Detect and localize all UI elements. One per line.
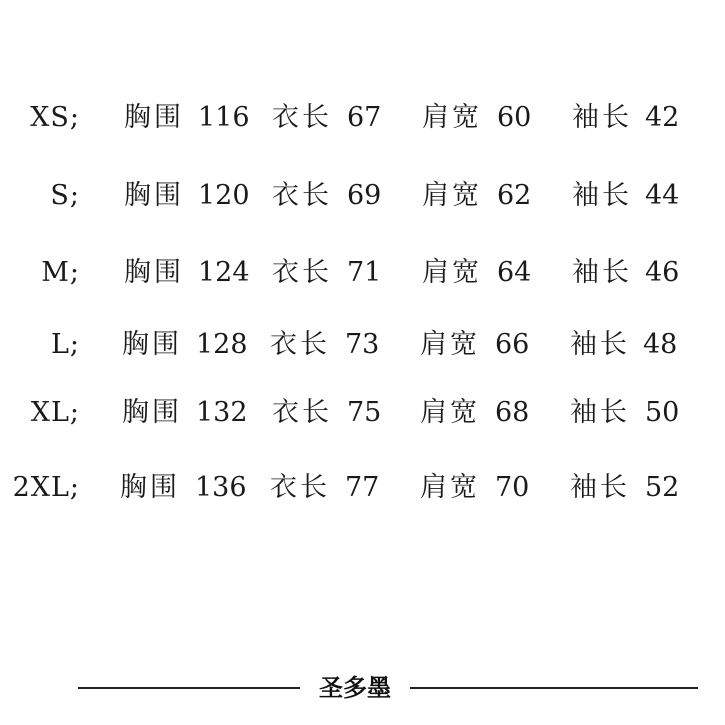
chest-value: 128 <box>196 329 248 360</box>
length-value: 69 <box>347 180 382 211</box>
length-value: 67 <box>347 102 382 133</box>
size-row-s <box>0 176 725 216</box>
footer-divider-left <box>78 687 300 689</box>
sleeve-label: 袖长 <box>570 329 630 360</box>
brand-footer <box>0 668 725 708</box>
sleeve-value: 50 <box>645 397 680 428</box>
size-label: L; <box>50 329 80 360</box>
size-label: XL; <box>30 397 80 428</box>
sleeve-value: 46 <box>645 257 680 288</box>
length-label: 衣长 <box>272 257 332 288</box>
sleeve-value: 42 <box>645 102 680 133</box>
shoulder-value: 62 <box>497 180 532 211</box>
shoulder-label: 肩宽 <box>422 257 482 288</box>
size-row-xs <box>0 98 725 138</box>
brand-name: 圣多墨 <box>319 674 391 702</box>
sleeve-label: 袖长 <box>570 472 630 503</box>
shoulder-value: 64 <box>497 257 532 288</box>
sleeve-value: 52 <box>645 472 680 503</box>
shoulder-label: 肩宽 <box>422 102 482 133</box>
shoulder-value: 66 <box>495 329 530 360</box>
chest-label: 胸围 <box>124 180 184 211</box>
size-row-2xl <box>0 468 725 508</box>
sleeve-label: 袖长 <box>570 397 630 428</box>
chest-value: 136 <box>195 472 247 503</box>
length-label: 衣长 <box>270 329 330 360</box>
size-label: 2XL; <box>12 472 80 503</box>
chest-label: 胸围 <box>120 472 180 503</box>
length-label: 衣长 <box>272 180 332 211</box>
chest-value: 132 <box>196 397 248 428</box>
length-label: 衣长 <box>270 472 330 503</box>
sleeve-label: 袖长 <box>572 180 632 211</box>
chest-label: 胸围 <box>122 397 182 428</box>
length-value: 75 <box>347 397 382 428</box>
shoulder-value: 60 <box>497 102 532 133</box>
chest-value: 116 <box>198 102 250 133</box>
shoulder-value: 68 <box>495 397 530 428</box>
chest-value: 120 <box>198 180 250 211</box>
chest-label: 胸围 <box>122 329 182 360</box>
shoulder-value: 70 <box>495 472 530 503</box>
length-label: 衣长 <box>272 397 332 428</box>
length-value: 71 <box>347 257 382 288</box>
size-label: M; <box>41 257 80 288</box>
chest-label: 胸围 <box>124 102 184 133</box>
shoulder-label: 肩宽 <box>420 329 480 360</box>
sleeve-label: 袖长 <box>572 102 632 133</box>
length-value: 73 <box>345 329 380 360</box>
length-value: 77 <box>345 472 380 503</box>
size-row-m <box>0 253 725 293</box>
shoulder-label: 肩宽 <box>422 180 482 211</box>
chest-value: 124 <box>198 257 250 288</box>
sleeve-value: 44 <box>645 180 680 211</box>
shoulder-label: 肩宽 <box>420 397 480 428</box>
size-label: XS; <box>30 102 80 133</box>
length-label: 衣长 <box>272 102 332 133</box>
sleeve-label: 袖长 <box>572 257 632 288</box>
footer-divider-right <box>410 687 698 689</box>
chest-label: 胸围 <box>124 257 184 288</box>
sleeve-value: 48 <box>643 329 678 360</box>
size-label: S; <box>50 180 80 211</box>
size-row-l <box>0 325 725 365</box>
size-row-xl <box>0 393 725 433</box>
shoulder-label: 肩宽 <box>420 472 480 503</box>
